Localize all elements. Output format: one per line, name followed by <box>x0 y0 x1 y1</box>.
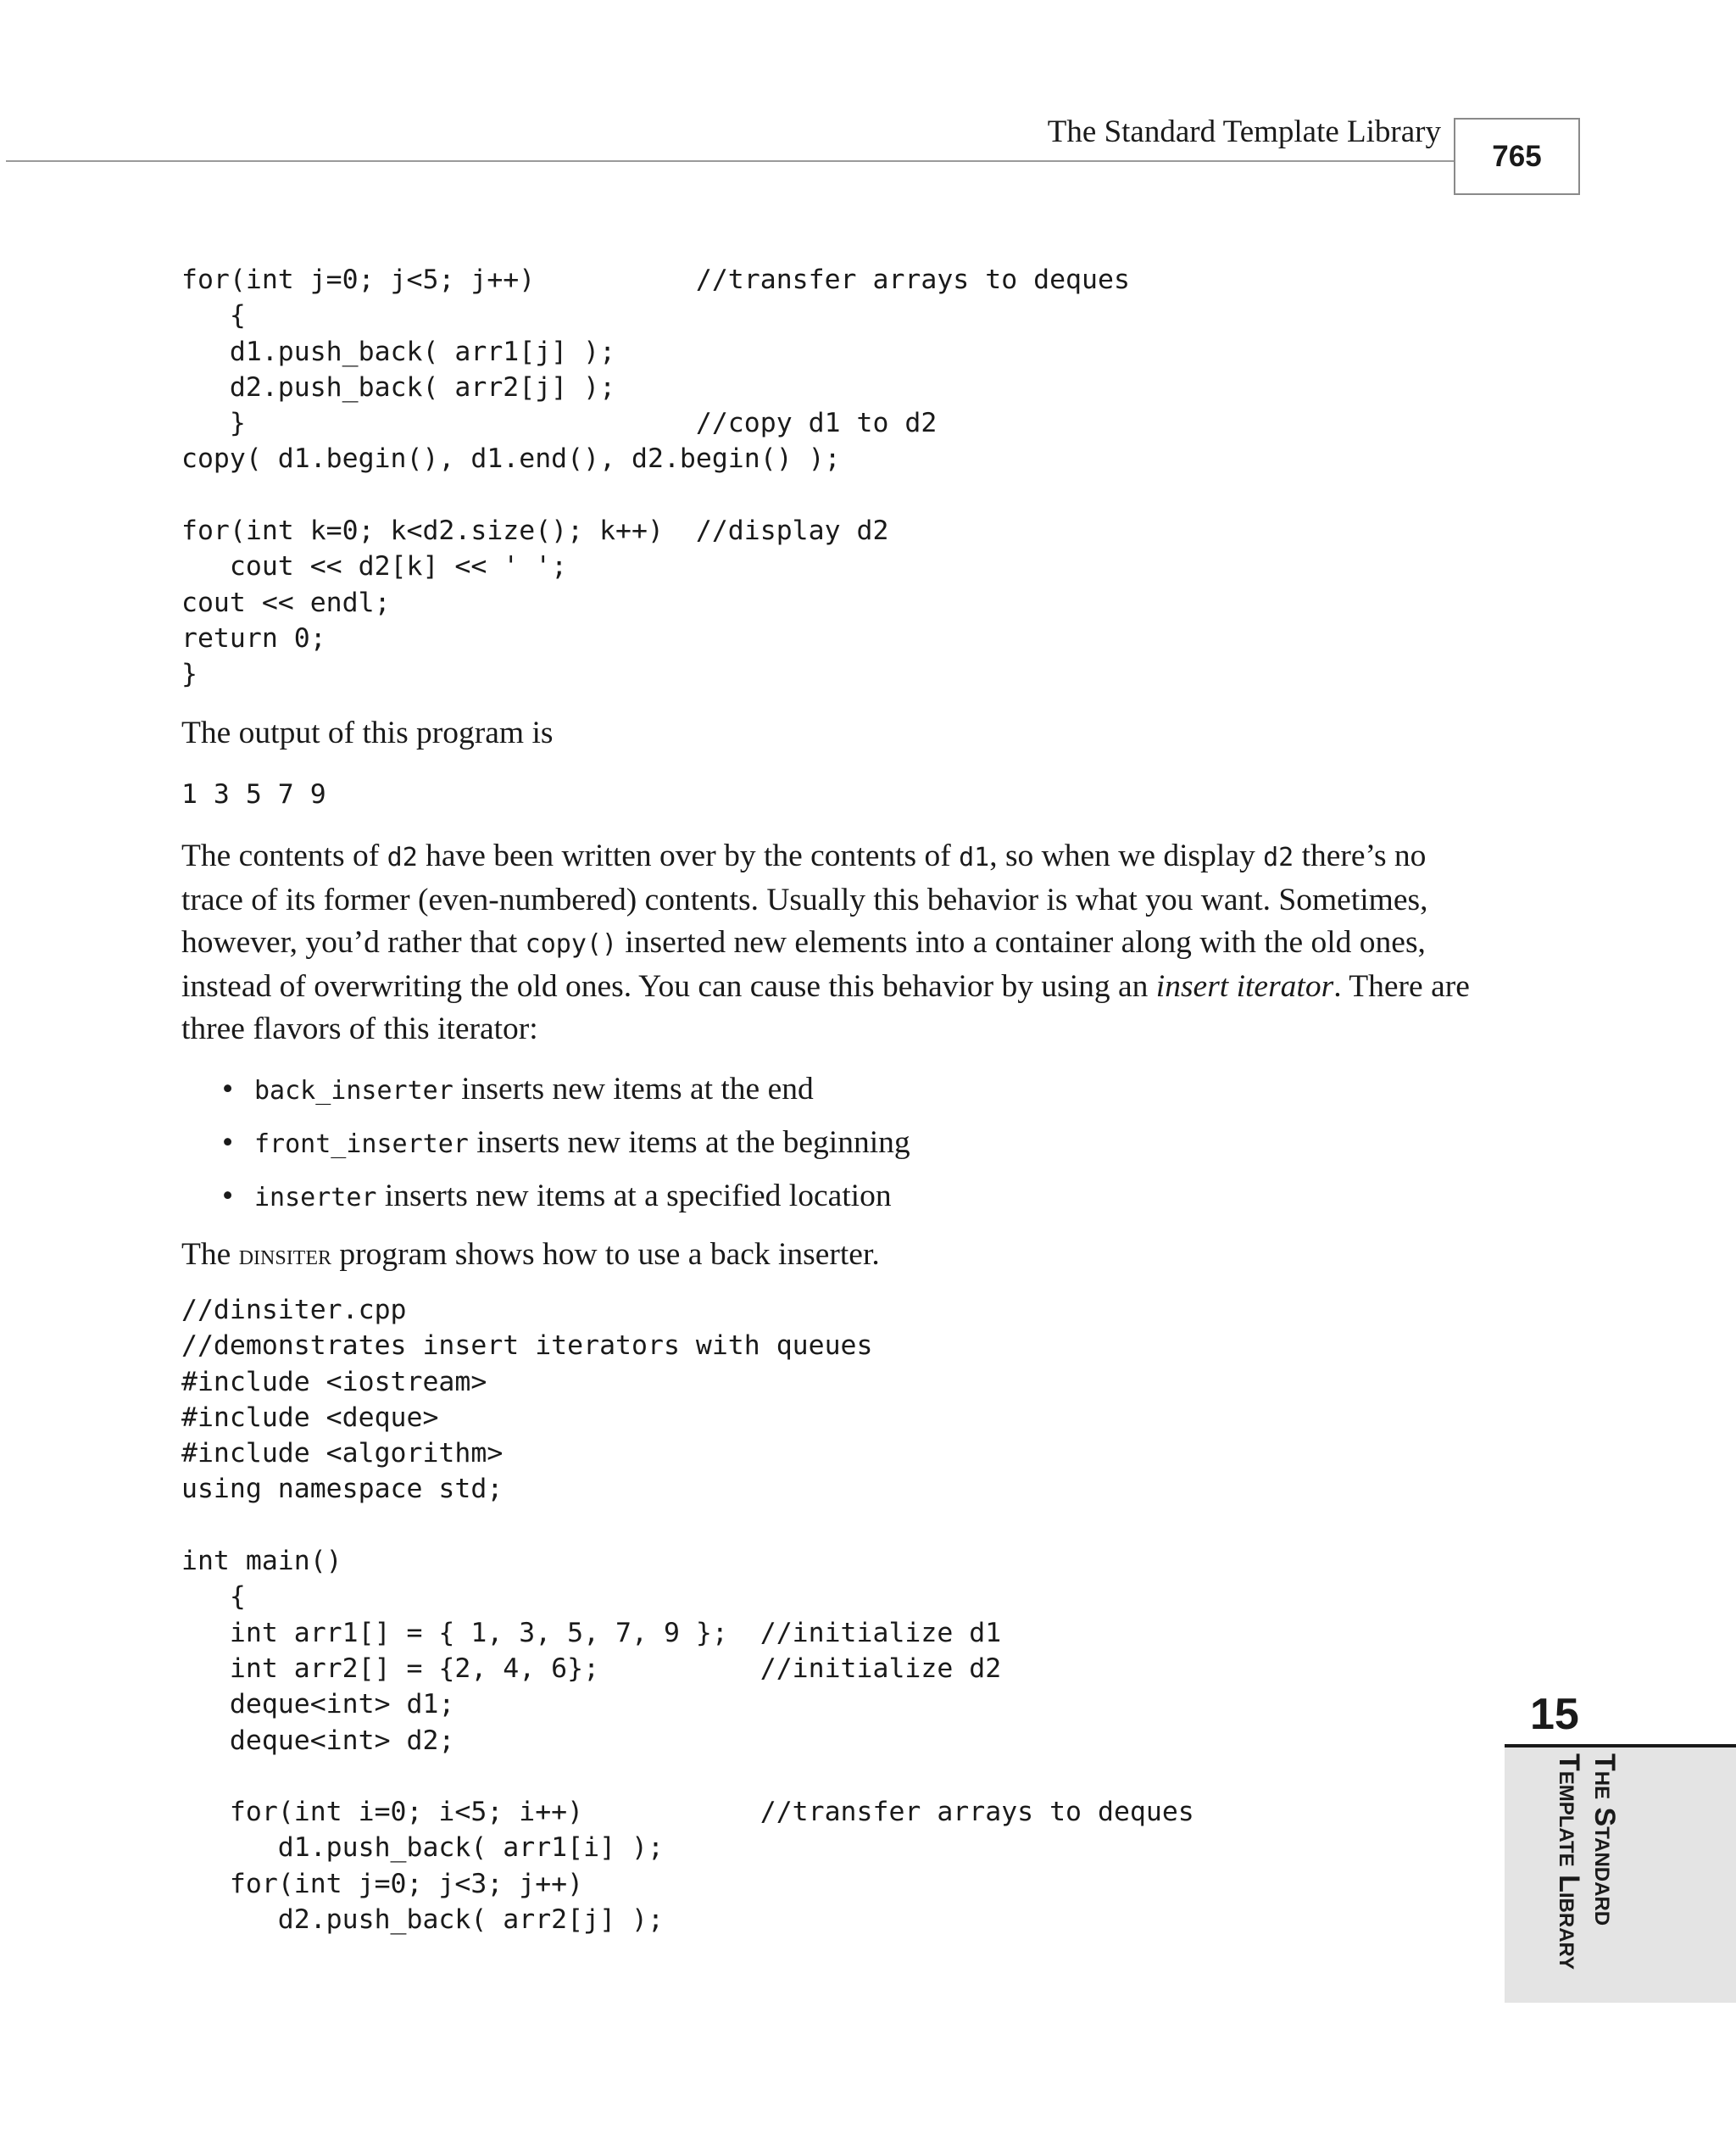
list-item-text: inserts new items at the end <box>453 1072 814 1106</box>
running-head: The Standard Template Library <box>1047 114 1441 149</box>
code-d2: d2 <box>387 843 418 872</box>
page-number-box <box>1454 118 1580 195</box>
dinsiter-intro-pre: The <box>181 1237 239 1272</box>
page-number: 765 <box>1492 139 1542 173</box>
para1-text-4: there’s no trace of its former (even-numbered) contents. Usually this behavior is what you want. Sometimes, however, you’d rather that <box>181 839 1428 960</box>
output-intro: The output of this program is <box>181 716 554 750</box>
chapter-tab-rule <box>1505 1744 1736 1747</box>
list-item-text: inserts new items at the beginning <box>468 1125 910 1160</box>
para1-text-1: The contents of <box>181 839 387 873</box>
code-d2-second: d2 <box>1263 843 1294 872</box>
chapter-title-line-2: Template Library <box>1553 1753 1585 1970</box>
bullet-icon: • <box>222 1125 234 1160</box>
para1-text-6: . There are three flavors of this iterator: <box>181 969 1470 1046</box>
chapter-title <box>1551 1753 1622 1970</box>
header-rule <box>6 160 1454 162</box>
program-output: 1 3 5 7 9 <box>181 779 326 810</box>
term-insert-iterator: insert iterator <box>1155 969 1334 1004</box>
bullet-icon: • <box>222 1072 234 1106</box>
dinsiter-intro <box>181 1234 1470 1277</box>
list-item-code: inserter <box>254 1183 377 1212</box>
list-item <box>222 1175 1409 1219</box>
dinsiter-intro-post: program shows how to use a back inserter. <box>331 1237 880 1272</box>
chapter-number: 15 <box>1530 1690 1579 1739</box>
para1-text-2: have been written over by the contents of <box>417 839 960 873</box>
inserter-list <box>222 1068 1409 1229</box>
code-d1: d1 <box>959 843 990 872</box>
list-item <box>222 1068 1409 1112</box>
list-item-code: back_inserter <box>254 1076 453 1106</box>
code-copy: copy() <box>525 929 618 959</box>
insert-iterator-paragraph <box>181 835 1470 1051</box>
list-item <box>222 1122 1409 1166</box>
para1-text-3: , so when we display <box>989 839 1264 873</box>
code-listing-continued: for(int j=0; j<5; j++) //transfer arrays to deques { d1.push_back( arr1[j] ); d2.push_back( arr2[j] ); } //copy d1 to d2 copy( d1.begin(), d1.end(), d2.begin() ); for(int k=0; k<d2.size(); k++) //display d2 cout << d2[k] << ' '; cout << endl; return 0; } <box>181 265 1130 690</box>
chapter-title-line-1: The Standard <box>1589 1753 1621 1926</box>
bullet-icon: • <box>222 1179 234 1213</box>
para1-text-5: inserted new elements into a container along with the old ones, instead of overwriting the old ones. You can cause this behavior by using an <box>181 925 1426 1004</box>
program-name: dinsiter <box>238 1240 332 1271</box>
list-item-code: front_inserter <box>254 1129 469 1159</box>
code-listing-dinsiter: //dinsiter.cpp //demonstrates insert iterators with queues #include <iostream> #include <deque> #include <algorithm> using namespace std; int main() { int arr1[] = { 1, 3, 5, 7, 9 }; //initialize d1 int arr2[] = {2, 4, 6}; //initialize d2 deque<int> d1; deque<int> d2; for(int i=0; i<5; i++) //transfer arrays to deques d1.push_back( arr1[i] ); for(int j=0; j<3; j++) d2.push_back( arr2[j] ); <box>181 1295 1194 1936</box>
list-item-text: inserts new items at a specified location <box>376 1179 892 1213</box>
